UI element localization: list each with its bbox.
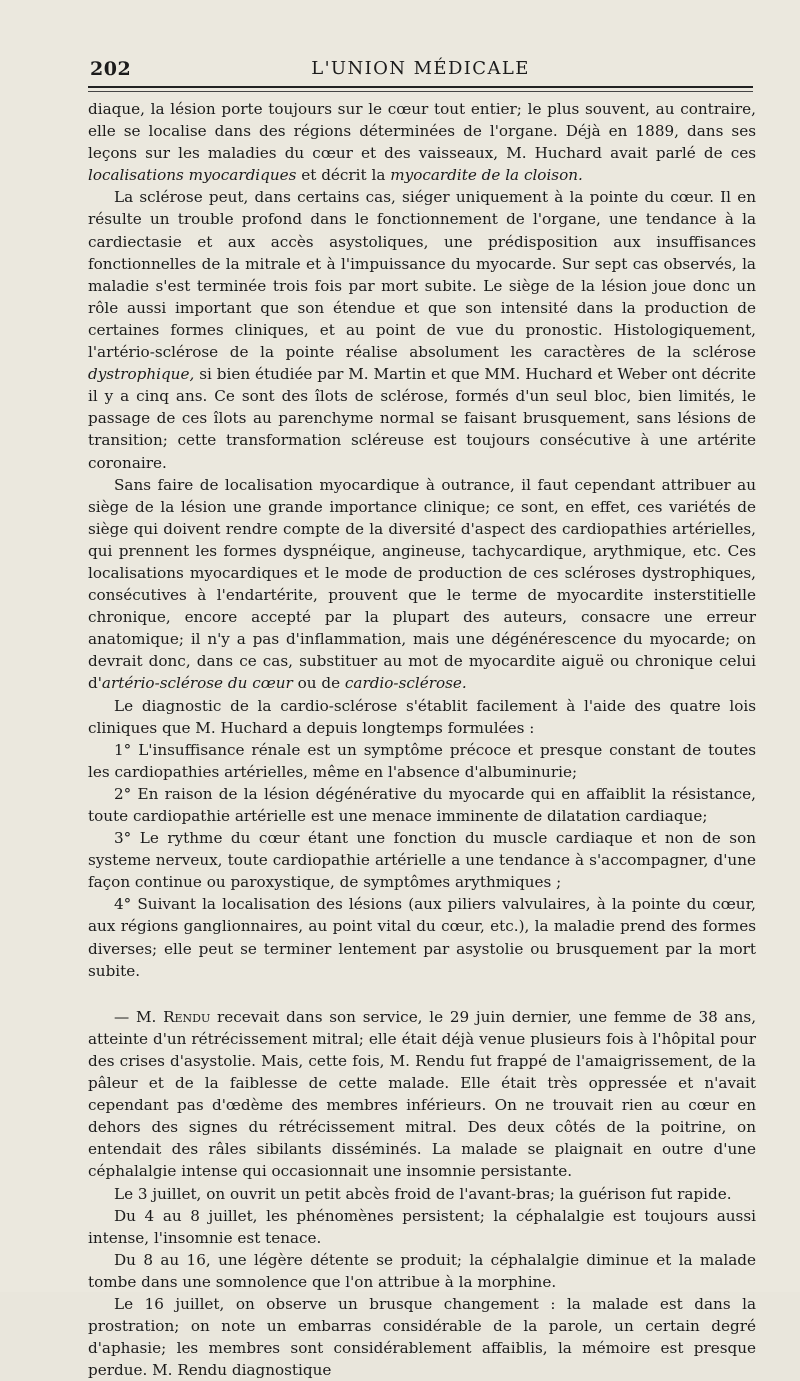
list-item: 2° En raison de la lésion dégénérative du myocarde qui en affaiblit la résistance, toute cardiopathie artérielle est une menace imminente de dilatation cardiaque; [88, 784, 756, 825]
paragraph: Le 3 juillet, on ouvrit un petit abcès froid de l'avant-bras; la guérison fut rapide. [114, 1184, 732, 1203]
paragraph: Le 16 juillet, on observe un brusque changement : la malade est dans la prostration; on note un embarras considérable de la parole, un certain degré d'aphasie; les membres sont considérablement affaiblis, la mémoire est presque perdue. M. Rendu diagnostique [88, 1294, 756, 1380]
list-item: 1° L'insuffisance rénale est un symptôme précoce et presque constant de toutes les cardiopathies artérielles, même en l'absence d'albuminurie; [88, 740, 756, 781]
page-number: 202 [90, 58, 132, 80]
list-item: 4° Suivant la localisation des lésions (aux piliers valvulaires, à la pointe du cœur, aux régions ganglionnaires, au point vital du cœur, etc.), la maladie prend des formes diverses; elle peut se terminer lentement par asystolie ou brusquement par la mort subite. [88, 895, 756, 980]
paragraph: diaque, la lésion porte toujours sur le cœur tout entier; le plus souvent, au contraire, elle se localise dans des régions déterminées de l'organe. Déjà en 1889, dans ses leçons sur les maladies du cœur et des vaisseaux, M. Huchard avait parlé de ces localisations myocardiques et décrit la myocardite de la cloison. [88, 100, 756, 185]
article-body [88, 98, 756, 1381]
paragraph: Le diagnostic de la cardio-sclérose s'établit facilement à l'aide des quatre lois cliniques que M. Huchard a depuis longtemps formulées : [88, 696, 756, 737]
header-rule-thin [88, 91, 753, 92]
running-title: L'UNION MÉDICALE [311, 58, 530, 79]
paragraph: Du 8 au 16, une légère détente se produit; la céphalalgie diminue et la malade tombe dans une somnolence que l'on attribue à la morphine. [88, 1250, 756, 1291]
section-gap [88, 982, 756, 1006]
paragraph: La sclérose peut, dans certains cas, siéger uniquement à la pointe du cœur. Il en résulte un trouble profond dans le fonctionnement de l'organe, une tendance à la cardiectasie et aux accès asystoliques, une prédisposition aux insuffisances fonctionnelles de la mitrale et à l'impuissance du myocarde. Sur sept cas observés, la maladie s'est terminée trois fois par mort subite. Le siège de la lésion joue donc un rôle aussi important que son étendue et que son intensité dans la production de certaines formes cliniques, et au point de vue du pronostic. Histologiquement, l'artério-sclérose de la pointe réalise absolument les caractères de la sclérose dystrophique, si bien étudiée par M. Martin et que MM. Huchard et Weber ont décrite il y a cinq ans. Ce sont des îlots de sclérose, formés d'un seul bloc, bien limités, le passage de ces îlots au parenchyme normal se faisant brusquement, sans lésions de transition; cette transformation scléreuse est toujours consécutive à une artérite coronaire. [88, 188, 757, 472]
paragraph: Sans faire de localisation myocardique à outrance, il faut cependant attribuer au siège de la lésion une grande importance clinique; ce sont, en effet, ces variétés de siège qui doivent rendre compte de la diversité d'aspect des cardiopathies artérielles, qui prennent les formes dyspnéique, angineuse, tachycardique, arythmique, etc. Ces localisations myocardiques et le mode de production de ces scléroses dystrophiques, consécutives à l'endartérite, prouvent que le terme de myocardite insterstitielle chronique, encore accepté par la plupart des auteurs, consacre une erreur anatomique; il n'y a pas d'inflammation, mais une dégénérescence du myocarde; on devrait donc, dans ce cas, substituer au mot de myocardite aiguë ou chronique celui d'artério-sclérose du cœur ou de cardio-sclérose. [88, 475, 756, 693]
page-header [88, 54, 753, 84]
list-item: 3° Le rythme du cœur étant une fonction du muscle cardiaque et non de son systeme nerveux, toute cardiopathie artérielle a une tendance à s'accompagner, d'une façon continue ou paroxystique, de symptômes arythmiques ; [88, 829, 756, 892]
paragraph: Du 4 au 8 juillet, les phénomènes persistent; la céphalalgie est toujours aussi intense, l'insomnie est tenace. [88, 1206, 756, 1247]
header-rule [88, 86, 753, 88]
paragraph: — M. Rendu recevait dans son service, le 29 juin dernier, une femme de 38 ans, atteinte d'un rétrécissement mitral; elle était déjà venue plusieurs fois à l'hôpital pour des crises d'asystolie. Mais, cette fois, M. Rendu fut frappé de l'amaigrissement, de la pâleur et de la faiblesse de cette malade. Elle était très oppressée et n'avait cependant pas d'œdème des membres inférieurs. On ne trouvait rien au cœur en dehors des signes du rétrécissement mitral. Des deux côtés de la poitrine, on entendait des râles sibilants disséminés. La malade se plaignait en outre d'une céphalalgie intense qui occasionnait une insomnie persistante. [88, 1007, 757, 1181]
